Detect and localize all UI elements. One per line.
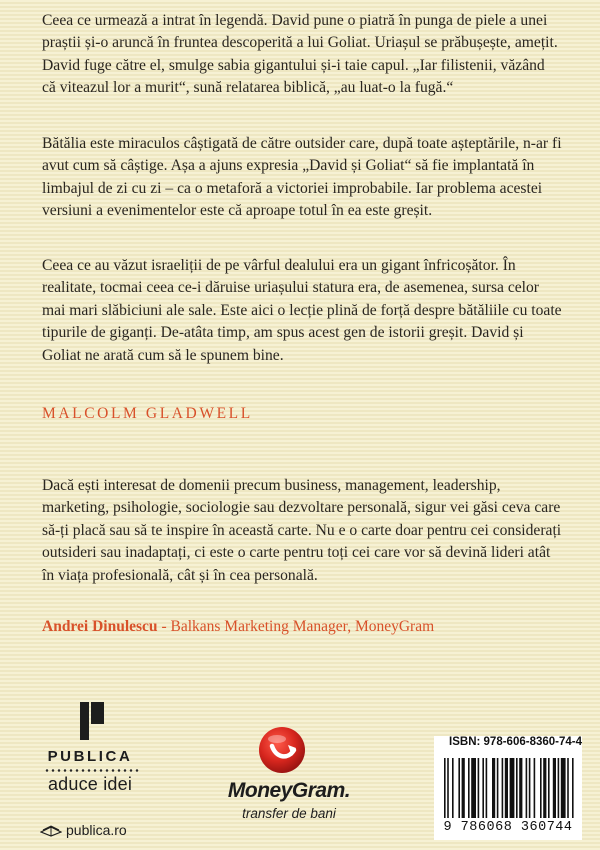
story-paragraph-1: Ceea ce urmează a intrat în legendă. David pune o piatră în punga de piele a unei praștii și-o aruncă în fruntea descoperită a lui Goliat. Uriașul se prăbușește, amețit. David fuge către el, smulge sabia gigantului și-i taie capul. „Iar filistenii, văzând că viteazul lor a murit“, sună relatarea biblică, „au luat-o la fugă.“	[42, 12, 558, 97]
endorser-role: - Balkans Marketing Manager, MoneyGram	[157, 618, 435, 635]
publisher-website	[40, 822, 127, 838]
author-name: MALCOLM GLADWELL	[42, 405, 253, 422]
barcode-digits: 9 786068 360744	[443, 820, 573, 835]
story-paragraph-3: Ceea ce au văzut israeliții de pe vârful dealului era un gigant înfricoșător. În realitate, tocmai ceea ce-i dăruise uriașului statura era, de asemenea, sursa celor mai mari slăbiciuni ale sale. Este aici o lecție plină de forță despre bătăliile cu toate tipurile de giganți. De-atâta timp, am spus acest gen de istorii greșit. David și Goliat ne arată cum să le spunem bine.	[42, 257, 562, 364]
isbn-label: ISBN: 978-606-8360-74-4	[449, 736, 582, 748]
moneygram-logo-icon	[258, 726, 306, 774]
sponsor-tagline: transfer de bani	[242, 806, 336, 821]
barcode-bars	[434, 756, 582, 820]
story-paragraph-2: Bătălia este miraculos câștigată de către outsider care, după toate așteptările, n-ar fi avut cum să câștige. Așa a ajuns expresia „David și Goliat“ să fie implantată în limbajul de zi cu zi – ca o metaforă a victoriei improbabile. Iar problema acestei versiuni a evenimentelor este că aproape totul în ea este greșit.	[42, 135, 562, 220]
sponsor-name: MoneyGram.	[227, 779, 351, 802]
endorser-credit	[42, 618, 434, 636]
book-icon	[40, 823, 62, 837]
publisher-website-text: publica.ro	[66, 822, 127, 838]
publica-logo-icon	[80, 702, 104, 740]
endorser-name: Andrei Dinulescu	[42, 618, 158, 635]
publisher-divider	[44, 769, 140, 772]
isbn-barcode	[434, 736, 582, 840]
endorsement-text: Dacă ești interesat de domenii precum business, management, leadership, marketing, psihologie, sociologie sau dezvoltare personală, sigur vei găsi ceva care să-ți placă sau să te inspire în această carte. Nu e o carte doar pentru cei considerați outsideri sau inadaptați, ci este o carte pentru toți cei care vor să devină lideri atât în viața profesională, cât și în cea personală.	[42, 477, 562, 584]
publisher-name: PUBLICA	[47, 748, 133, 765]
publisher-tagline: aduce idei	[47, 774, 133, 794]
